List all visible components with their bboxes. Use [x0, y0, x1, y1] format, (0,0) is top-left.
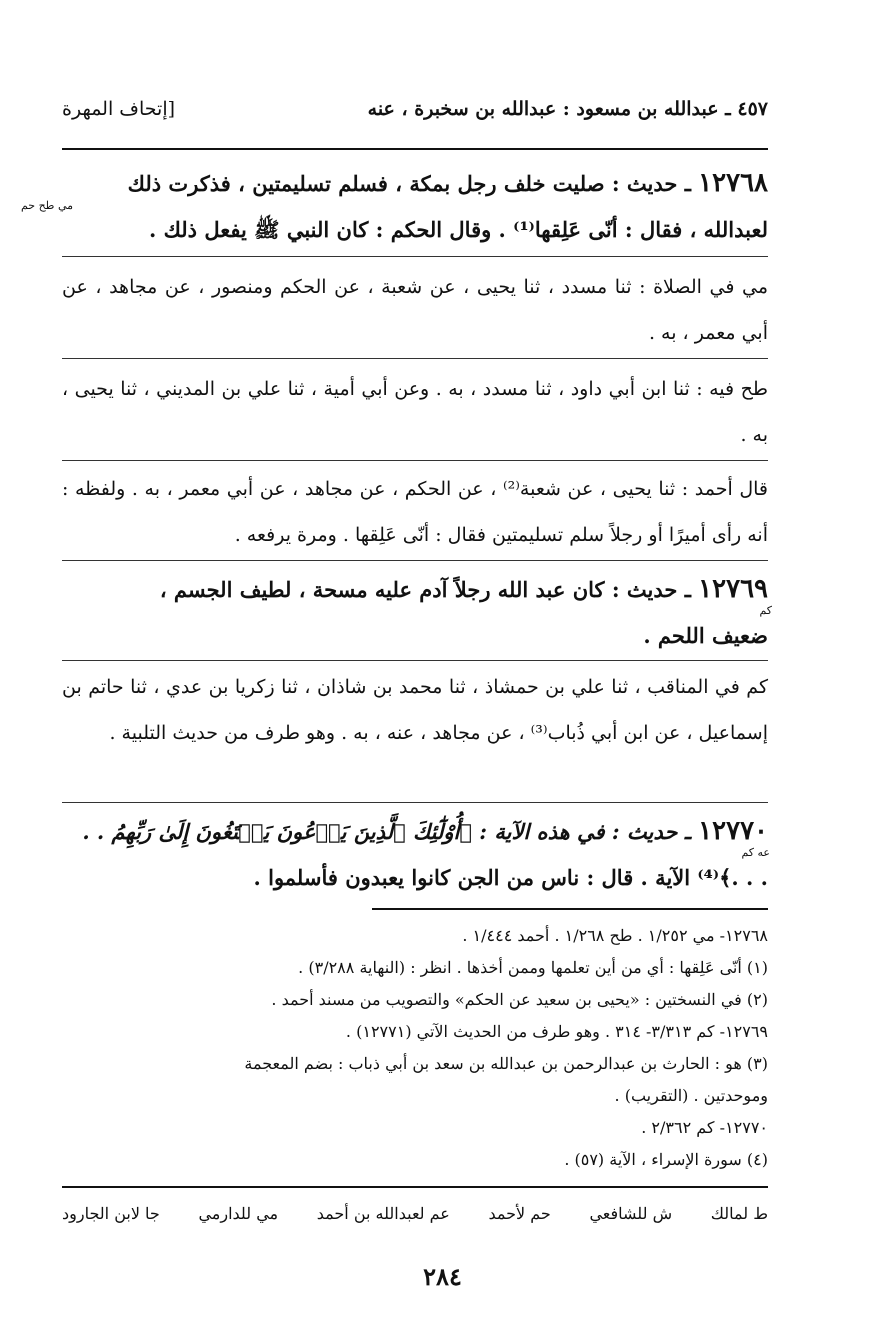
- footnote-line: (٢) في النسختين : «يحيى بن سعيد عن الحكم» والتصويب من مسند أحمد .: [271, 990, 768, 1009]
- paragraph-ahmad: قال أحمد : ثنا يحيى ، عن شعبة⁽²⁾ ، عن الحكم ، عن مجاهد ، عن أبي معمر ، به . ولفظه : أنه رأى أميرًا أو رجلاً سلم تسليمتين فقال : أنّى عَلِقها . ومرة يرفعه .: [62, 478, 768, 546]
- footnote-line: ١٢٧٦٨- مي ١/٢٥٢ . طح ١/٢٦٨ . أحمد ١/٤٤٤ .: [462, 926, 768, 945]
- section-divider: [62, 802, 768, 803]
- footnote-line: ١٢٧٦٩- كم ٣/٣١٣- ٣١٤ . وهو طرف من الحديث الآتي (١٢٧٧١) .: [345, 1022, 768, 1041]
- hadith-sigla: مي طح حم: [20, 199, 73, 212]
- abbreviation-item: جا لابن الجارود: [62, 1204, 160, 1223]
- header-rule: [62, 148, 768, 150]
- footnote-rule: [372, 908, 768, 910]
- abbreviation-key: [62, 1204, 768, 1234]
- footnote-line: (٣) هو : الحارث بن عبدالرحمن بن عبدالله بن سعد بن أبي ذباب : بضم المعجمة: [244, 1054, 768, 1073]
- hadith-text-line: لعبدالله ، فقال : أنّى عَلِقها⁽¹⁾ . وقال الحكم : كان النبي ﷺ يفعل ذلك .: [148, 217, 768, 242]
- section-divider: [62, 256, 768, 257]
- hadith-text-line: . . .﴾⁽⁴⁾ الآية . قال : ناس من الجن كانوا يعبدون فأسلموا .: [253, 865, 768, 890]
- footnote-line: وموحدتين . (التقريب) .: [614, 1086, 768, 1105]
- hadith-entry-12770: [62, 808, 768, 901]
- paragraph-kam: كم في المناقب ، ثنا علي بن حمشاذ ، ثنا محمد بن شاذان ، ثنا زكريا بن عدي ، ثنا حاتم بن إسماعيل ، عن ابن أبي ذُباب⁽³⁾ ، عن مجاهد ، عنه ، به . وهو طرف من حديث التلبية .: [62, 676, 768, 744]
- abbreviation-item: مي للدارمي: [198, 1204, 279, 1223]
- page-number: ٢٨٤: [423, 1262, 462, 1291]
- hadith-number: ١٢٧٦٩: [698, 574, 768, 604]
- abbreviation-rule: [62, 1186, 768, 1188]
- hadith-text-line: ـ حديث : كان عبد الله رجلاً آدم عليه مسحة ، لطيف الجسم ،: [159, 577, 691, 602]
- paragraph-mi: مي في الصلاة : ثنا مسدد ، ثنا يحيى ، عن شعبة ، عن الحكم ومنصور ، عن مجاهد ، عن أبي معمر ، به .: [62, 276, 768, 344]
- footnotes: [62, 920, 768, 1176]
- abbreviation-item: ط لمالك: [710, 1204, 768, 1223]
- footnote-line: (٤) سورة الإسراء ، الآية (٥٧) .: [564, 1150, 768, 1169]
- abbreviation-item: حم لأحمد: [488, 1204, 551, 1223]
- footnote-line: (١) أنّى عَلِقها : أي من أين تعلمها وممن أخذها . انظر : (النهاية ٣/٢٨٨) .: [298, 958, 768, 977]
- abbreviation-item: ش للشافعي: [589, 1204, 673, 1223]
- header-book-title: [إتحاف المهرة: [62, 98, 176, 120]
- paragraph-tah: طح فيه : ثنا ابن أبي داود ، ثنا مسدد ، به . وعن أبي أمية ، ثنا علي بن المديني ، ثنا يحيى ، به .: [62, 378, 768, 446]
- section-divider: [62, 560, 768, 561]
- hadith-entry-12768: [62, 160, 768, 253]
- footnote-line: ١٢٧٧٠- كم ٢/٣٦٢ .: [641, 1118, 768, 1137]
- abbreviation-item: عم لعبدالله بن أحمد: [316, 1204, 450, 1223]
- hadith-text-line: ـ حديث : في هذه الآية : ﴿أُوْلَٰٓئِكَ ٱلَّذِينَ يَدۡعُونَ يَبۡتَغُونَ إِلَىٰ رَبِّهِمُ . .: [82, 819, 691, 844]
- hadith-text-line: ضعيف اللحم .: [643, 623, 768, 648]
- hadith-number: ١٢٧٦٨: [698, 168, 768, 198]
- section-divider: [62, 358, 768, 359]
- section-divider: [62, 460, 768, 461]
- running-header: [62, 92, 768, 128]
- hadith-text-line: ـ حديث : صليت خلف رجل بمكة ، فسلم تسليمتين ، فذكرت ذلك: [127, 171, 691, 196]
- hadith-sigla: عه كم: [741, 846, 770, 859]
- section-divider: [62, 660, 768, 661]
- header-chapter-title: ٤٥٧ ـ عبدالله بن مسعود : عبدالله بن سخبرة ، عنه: [367, 98, 768, 120]
- hadith-sigla: كم: [759, 604, 772, 617]
- hadith-number: ١٢٧٧٠: [698, 816, 768, 846]
- hadith-entry-12769: [62, 566, 768, 659]
